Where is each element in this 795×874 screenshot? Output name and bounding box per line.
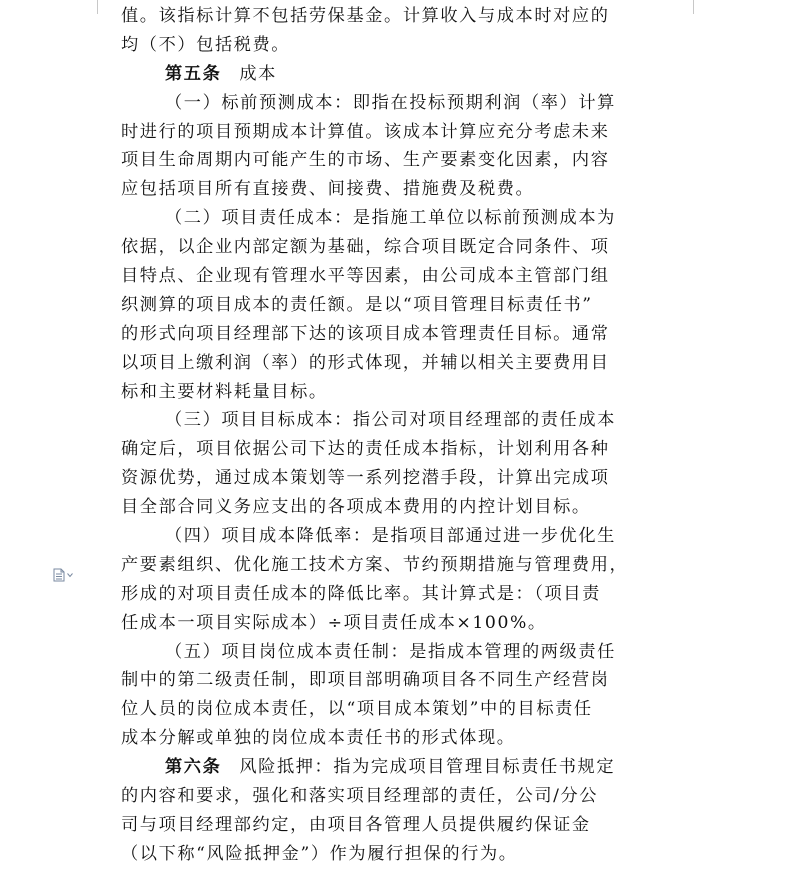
chevron-down-icon (67, 572, 73, 578)
text-line: 标和主要材料耗量目标。 (121, 381, 328, 402)
article-number: 第五条 (165, 63, 222, 84)
text-line: （三）项目目标成本：指公司对项目经理部的责任成本 (165, 410, 616, 431)
text-line: （一）标前预测成本：即指在投标预期利润（率）计算 (165, 92, 616, 113)
text-line: 任成本一项目实际成本）÷项目责任成本×100%。 (121, 612, 547, 633)
text-line: （以下称“风险抵押金”）作为履行担保的行为。 (121, 843, 518, 864)
text-line: 的形式向项目经理部下达的该项目成本管理责任目标。通常 (121, 323, 610, 344)
text-line: 位人员的岗位成本责任，以“项目成本策划”中的目标责任 (121, 699, 593, 720)
text-line: 值。该指标计算不包括劳保基金。计算收入与成本时对应的 (121, 6, 610, 26)
text-line: 应包括项目所有直接费、间接费、措施费及税费。 (121, 179, 535, 200)
text-line: 产要素组织、优化施工技术方案、节约预期措施与管理费用， (121, 554, 629, 575)
text-line: 司与项目经理部约定，由项目各管理人员提供履约保证金 (121, 814, 591, 835)
article-title: 风险抵押：指为完成项目管理目标责任书规定 (239, 757, 616, 778)
text-line: 时进行的项目预期成本计算值。该成本计算应充分考虑未来 (121, 121, 610, 142)
text-line: （五）项目岗位成本责任制：是指成本管理的两级责任 (165, 641, 616, 662)
article-heading-line (121, 60, 681, 89)
text-line: 以项目上缴利润（率）的形式体现，并辅以相关主要费用目 (121, 352, 610, 373)
text-line: 目特点、企业现有管理水平等因素，由公司成本主管部门组 (121, 266, 610, 287)
text-line: 成本分解或单独的岗位成本责任书的形式体现。 (121, 728, 516, 749)
article-number: 第六条 (165, 757, 222, 778)
document-icon (53, 568, 65, 582)
text-line: （四）项目成本降低率：是指项目部通过进一步优化生 (165, 526, 616, 547)
document-body (121, 2, 681, 869)
text-line: （二）项目责任成本：是指施工单位以标前预测成本为 (165, 208, 616, 229)
text-line: 织测算的项目成本的责任额。是以“项目管理目标责任书” (121, 294, 593, 315)
text-line: 制中的第二级责任制，即项目部明确项目各不同生产经营岗 (121, 670, 610, 691)
article-title: 成本 (239, 63, 277, 84)
text-line: 形成的对项目责任成本的降低比率。其计算式是：（项目责 (121, 583, 601, 604)
text-line: 均（不）包括税费。 (121, 34, 291, 55)
text-line: 目全部合同义务应支出的各项成本费用的内控计划目标。 (121, 497, 591, 518)
page-edge-right (693, 0, 694, 14)
text-line: 确定后，项目依据公司下达的责任成本指标，计划利用各种 (121, 439, 610, 460)
paragraph-options-icon[interactable] (53, 568, 77, 582)
text-line: 依据，以企业内部定额为基础，综合项目既定合同条件、项 (121, 237, 610, 258)
article-heading-line (121, 753, 681, 782)
page-edge-left (97, 0, 98, 14)
text-line: 项目生命周期内可能产生的市场、生产要素变化因素，内容 (121, 150, 610, 171)
text-line: 的内容和要求，强化和落实项目经理部的责任，公司/分公 (121, 786, 599, 807)
text-line: 资源优势，通过成本策划等一系列挖潜手段，计算出完成项 (121, 468, 610, 489)
